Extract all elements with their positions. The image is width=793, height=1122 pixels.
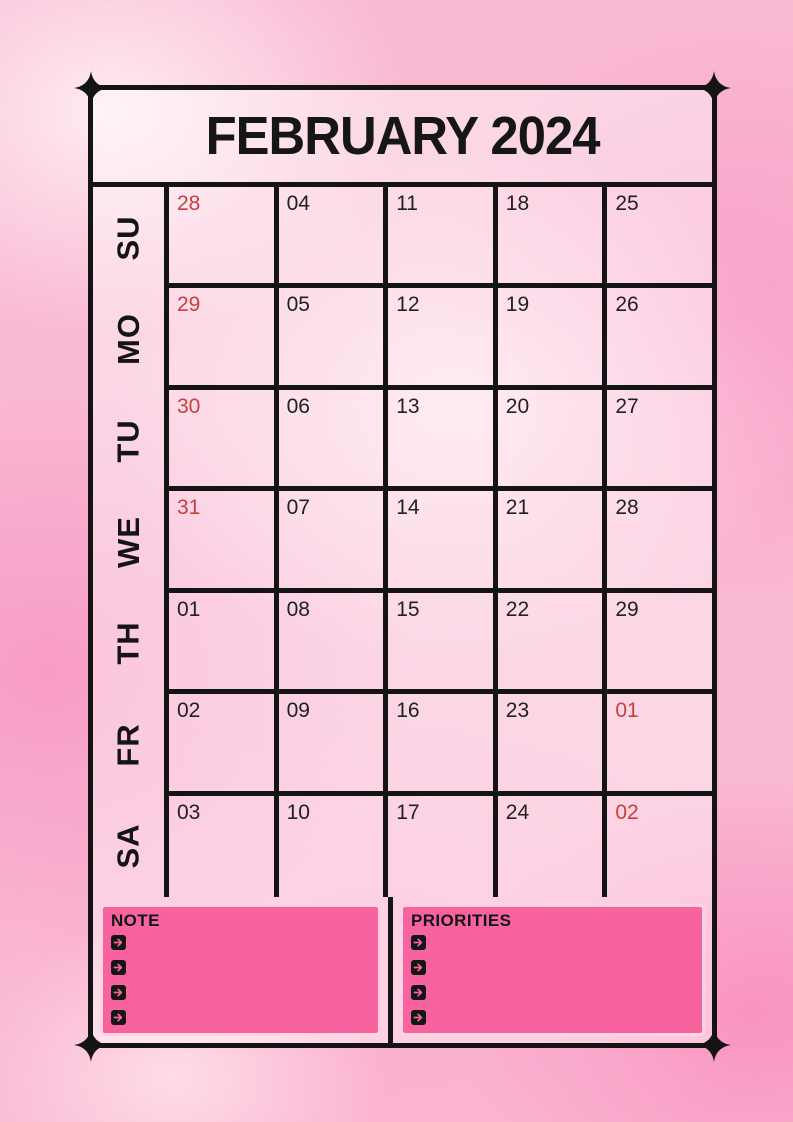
- date-number-other-month: 31: [177, 496, 201, 520]
- date-cell: [279, 390, 389, 491]
- date-cell: [498, 390, 608, 491]
- date-number: 23: [505, 699, 530, 723]
- date-cell: [169, 390, 279, 491]
- arrow-right-icon: [111, 985, 126, 1000]
- weekday-row: [93, 288, 712, 389]
- date-cell: [279, 796, 389, 897]
- date-cell: [607, 796, 712, 897]
- date-cell: [169, 796, 279, 897]
- weekday-row: [93, 694, 712, 795]
- date-cell: [607, 694, 712, 795]
- date-number: 11: [396, 192, 418, 215]
- weekday-label: WE: [110, 516, 146, 568]
- date-number: 20: [505, 394, 530, 418]
- weekday-label-cell: [93, 491, 169, 592]
- date-number: 03: [177, 800, 201, 824]
- date-cell: [388, 187, 498, 288]
- date-cell: [279, 593, 389, 694]
- date-number: 21: [505, 496, 530, 520]
- weekday-row: [93, 593, 712, 694]
- date-cell: [169, 491, 279, 592]
- date-cell: [169, 593, 279, 694]
- weekday-label-cell: [93, 187, 169, 288]
- arrow-right-icon: [411, 1010, 426, 1025]
- arrow-right-icon: [111, 1010, 126, 1025]
- arrow-right-icon: [111, 935, 126, 950]
- date-cell: [279, 491, 389, 592]
- date-number-other-month: 29: [177, 293, 201, 317]
- weekday-row: [93, 187, 712, 288]
- note-half: [93, 897, 393, 1043]
- note-box-label: NOTE: [111, 911, 160, 930]
- date-cell: [607, 593, 712, 694]
- note-box: [400, 904, 705, 1036]
- bullet-list: [111, 935, 378, 1025]
- date-cell: [388, 288, 498, 389]
- date-cell: [388, 593, 498, 694]
- date-number: 04: [286, 192, 310, 215]
- date-number: 13: [396, 394, 420, 418]
- bullet-list: [411, 935, 702, 1025]
- arrow-right-icon: [411, 985, 426, 1000]
- date-cell: [607, 491, 712, 592]
- date-cell: [388, 390, 498, 491]
- date-cell: [388, 796, 498, 897]
- date-cell: [169, 187, 279, 288]
- date-cell: [498, 796, 608, 897]
- date-cell: [279, 694, 389, 795]
- date-number: 22: [505, 597, 530, 621]
- date-cell: [169, 288, 279, 389]
- weekday-label-cell: [93, 288, 169, 389]
- date-cell: [279, 288, 389, 389]
- date-number-other-month: 28: [177, 192, 201, 215]
- date-cell: [607, 390, 712, 491]
- weekday-row: [93, 796, 712, 897]
- arrow-right-icon: [411, 935, 426, 950]
- date-cell: [498, 187, 608, 288]
- date-cell: [388, 694, 498, 795]
- page-title: FEBRUARY 2024: [205, 106, 600, 166]
- date-cell: [388, 491, 498, 592]
- date-number: 10: [286, 800, 310, 824]
- weekday-label-cell: [93, 796, 169, 897]
- weekday-label-cell: [93, 694, 169, 795]
- date-number: 02: [177, 699, 201, 723]
- date-cell: [498, 694, 608, 795]
- date-number-other-month: 02: [615, 800, 639, 824]
- weekday-label: MO: [110, 313, 146, 366]
- date-number-other-month: 30: [177, 394, 201, 418]
- date-number: 07: [286, 496, 310, 520]
- arrow-right-icon: [111, 960, 126, 975]
- date-cell: [498, 593, 608, 694]
- date-number: 09: [286, 699, 310, 723]
- date-number: 17: [396, 800, 420, 824]
- date-number: 25: [615, 192, 639, 215]
- date-cell: [607, 187, 712, 288]
- priorities-box-label: PRIORITIES: [411, 911, 512, 930]
- weekday-label: TU: [110, 418, 146, 463]
- date-number: 18: [505, 192, 530, 215]
- date-cell: [498, 491, 608, 592]
- weekday-label: FR: [110, 723, 146, 767]
- date-cell: [279, 187, 389, 288]
- weekday-label-cell: [93, 593, 169, 694]
- priorities-half: [393, 897, 712, 1043]
- date-number: 08: [286, 597, 310, 621]
- date-cell: [498, 288, 608, 389]
- date-number: 12: [396, 293, 420, 317]
- date-number: 24: [505, 800, 530, 824]
- weekday-label: TH: [110, 621, 146, 666]
- date-number: 16: [396, 699, 420, 723]
- note-box: [100, 904, 381, 1036]
- date-number: 06: [286, 394, 310, 418]
- calendar-panel: [88, 85, 717, 1048]
- sparkle-icon: [74, 71, 108, 105]
- calendar-grid: [93, 187, 712, 897]
- date-cell: [169, 694, 279, 795]
- date-number: 26: [615, 293, 639, 317]
- date-number: 28: [615, 496, 639, 520]
- date-number-other-month: 01: [615, 699, 639, 723]
- weekday-row: [93, 390, 712, 491]
- weekday-label: SU: [110, 215, 146, 261]
- date-number: 15: [396, 597, 420, 621]
- weekday-row: [93, 491, 712, 592]
- weekday-label-cell: [93, 390, 169, 491]
- notes-section: [93, 897, 712, 1043]
- arrow-right-icon: [411, 960, 426, 975]
- date-number: 19: [505, 293, 530, 317]
- sparkle-icon: [697, 71, 731, 105]
- sparkle-icon: [697, 1028, 731, 1062]
- weekday-label: SA: [110, 823, 146, 869]
- date-number: 14: [396, 496, 420, 520]
- date-number: 27: [615, 394, 639, 418]
- title-band: [93, 90, 712, 187]
- date-cell: [607, 288, 712, 389]
- date-number: 29: [615, 597, 639, 621]
- sparkle-icon: [74, 1028, 108, 1062]
- date-number: 01: [177, 597, 201, 621]
- date-number: 05: [286, 293, 310, 317]
